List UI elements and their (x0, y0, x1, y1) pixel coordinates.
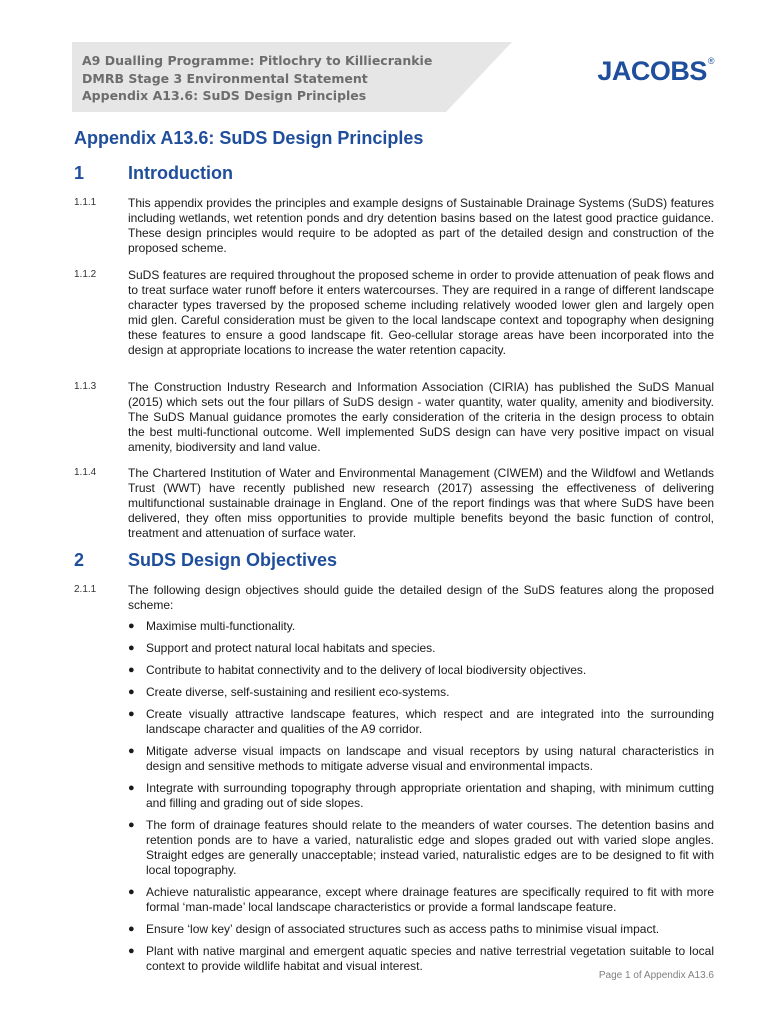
paragraph-number: 1.1.2 (74, 269, 97, 280)
objectives-list (128, 619, 714, 981)
section-title: SuDS Design Objectives (128, 550, 338, 570)
paragraph-text: This appendix provides the principles and example designs of Sustainable Drainage Systems (SuDS) features including wetlands, wet retention ponds and dry detention basins based on the latest good practice guidance. These design principles would require to be adopted as part of the detailed design and construction of the proposed scheme. (128, 196, 714, 255)
bullet-icon: ● (128, 664, 135, 676)
paragraph-1-1-1 (74, 196, 714, 256)
paragraph-text: The Construction Industry Research and Information Association (CIRIA) has published the SuDS Manual (2015) which sets out the four pillars of SuDS design - water quantity, water quality, amenity and biodiversity. The SuDS Manual guidance promotes the early consideration of the criteria in the design process to obtain the best multi-functional outcome. Well implemented SuDS design can have very positive impact on visual amenity, biodiversity and land value. (128, 380, 714, 454)
paragraph-2-1-1 (74, 583, 714, 613)
section-heading-suds-design-objectives (74, 550, 337, 571)
list-item: ● Integrate with surrounding topography through appropriate orientation and shaping, with minimum cutting and filling and grading out of side slopes. (128, 781, 714, 810)
section-number: 1 (74, 163, 85, 183)
paragraph-text: The Chartered Institution of Water and Environmental Management (CIWEM) and the Wildfowl and Wetlands Trust (WWT) have recently published new research (2017) assessing the effectiveness of delivering multifunctional sustainable drainage in England. One of the report findings was that where SuDS have been delivered, they often miss opportunities to provide multiple benefits beyond the basic function of control, treatment and attenuation of surface water. (128, 466, 714, 540)
list-item: ● Plant with native marginal and emergent aquatic species and native terrestrial vegetation suitable to local context to provide wildlife habitat and visual interest. (128, 944, 714, 973)
page-footer: Page 1 of Appendix A13.6 (598, 970, 714, 981)
header-line-programme: A9 Dualling Programme: Pitlochry to Killiecrankie (82, 53, 433, 68)
header-line-statement: DMRB Stage 3 Environmental Statement (82, 70, 368, 86)
list-item: ● Maximise multi-functionality. (128, 619, 296, 633)
bullet-icon: ● (128, 923, 135, 935)
bullet-icon: ● (128, 686, 135, 698)
paragraph-1-1-3 (74, 380, 714, 455)
bullet-icon: ● (128, 708, 135, 720)
bullet-icon: ● (128, 642, 135, 654)
logo-text: JACOBS (597, 56, 707, 86)
bullet-icon: ● (128, 620, 135, 632)
list-item: ● Achieve naturalistic appearance, except where drainage features are specifically required to fit with more formal ‘man-made’ local landscape characteristics or provide a formal landscape feature. (128, 885, 714, 914)
paragraph-1-1-4 (74, 466, 714, 541)
bullet-icon: ● (128, 745, 135, 757)
list-item: ● Mitigate adverse visual impacts on landscape and visual receptors by using natural characteristics in design and sensitive methods to mitigate adverse visual and environmental impacts. (128, 744, 714, 773)
paragraph-1-1-2 (74, 268, 714, 358)
paragraph-number: 2.1.1 (74, 584, 97, 595)
section-heading-introduction (74, 163, 233, 184)
page-title: Appendix A13.6: SuDS Design Principles (74, 128, 424, 148)
paragraph-number: 1.1.4 (74, 467, 97, 478)
bullet-icon: ● (128, 945, 135, 957)
section-number: 2 (74, 550, 85, 570)
paragraph-number: 1.1.1 (74, 197, 97, 208)
list-item: ● The form of drainage features should relate to the meanders of water courses. The detention basins and retention ponds are to have a varied, naturalistic edge and slopes graded out with varied slope angles. Straight edges are generally unacceptable; instead varied, naturalistic edges are to be designed to fit with local topography. (128, 818, 714, 877)
bullet-icon: ● (128, 782, 135, 794)
list-item: ● Support and protect natural local habitats and species. (128, 641, 436, 655)
paragraph-number: 1.1.3 (74, 381, 97, 392)
list-item: ● Ensure ‘low key’ design of associated structures such as access paths to minimise visual impact. (128, 922, 660, 936)
paragraph-text: The following design objectives should guide the detailed design of the SuDS features along the proposed scheme: (128, 583, 714, 612)
header-line-appendix: Appendix A13.6: SuDS Design Principles (82, 88, 367, 103)
list-item: ● Contribute to habitat connectivity and to the delivery of local biodiversity objectives. (128, 663, 587, 677)
paragraph-text: SuDS features are required throughout the proposed scheme in order to provide attenuation of peak flows and to treat surface water runoff before it enters watercourses. They are required in a range of different landscape character types traversed by the proposed scheme including relatively wooded lower glen and largely open mid glen. Careful consideration must be given to the local landscape context and topography when designing these features to ensure a good landscape fit. Geo-cellular storage areas have been incorporated into the design at appropriate locations to increase the water retention capacity. (128, 268, 714, 357)
list-item: ● Create diverse, self-sustaining and resilient eco-systems. (128, 685, 450, 699)
bullet-icon: ● (128, 819, 135, 831)
jacobs-logo (597, 56, 714, 87)
registered-mark: ® (707, 56, 714, 66)
list-item: ● Create visually attractive landscape features, which respect and are integrated into the surrounding landscape character and qualities of the A9 corridor. (128, 707, 714, 736)
section-title: Introduction (128, 163, 233, 183)
running-header (82, 52, 432, 105)
bullet-icon: ● (128, 886, 135, 898)
